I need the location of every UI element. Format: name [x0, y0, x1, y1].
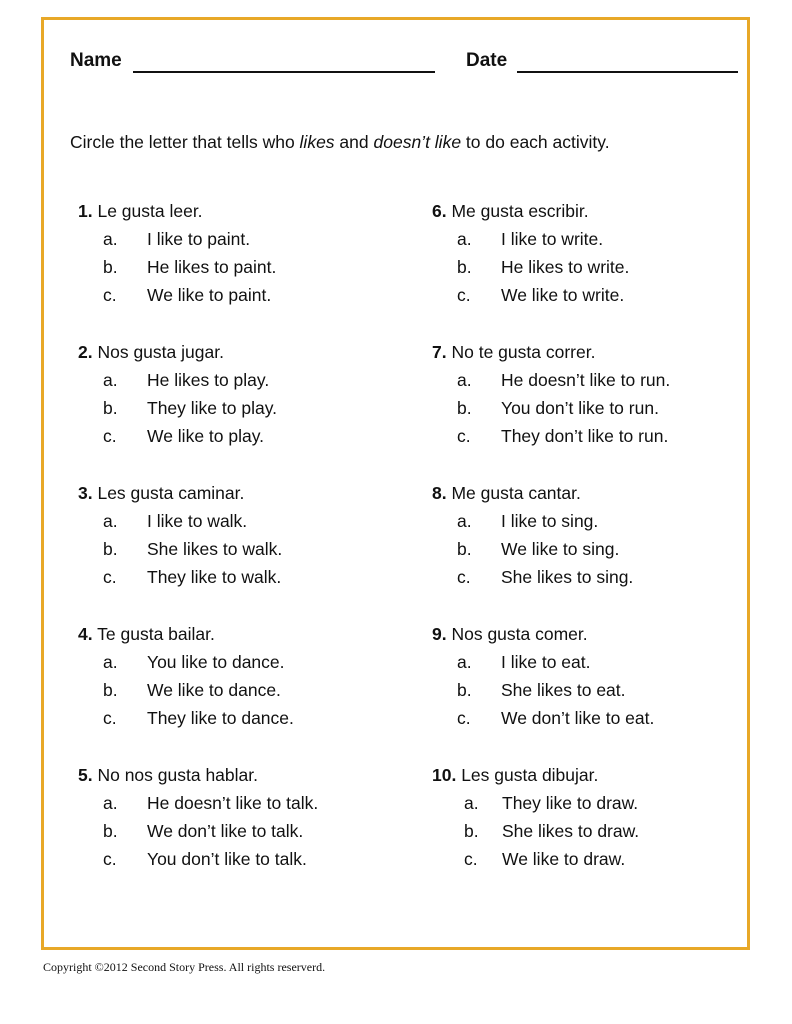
answer-option-a[interactable]: [432, 225, 750, 253]
option-text: She likes to eat.: [501, 680, 626, 700]
question-prompt: [432, 338, 750, 366]
answer-option-b[interactable]: [432, 394, 750, 422]
date-label: Date: [466, 50, 508, 71]
question-text: Te gusta bailar.: [92, 624, 215, 644]
answer-option-a[interactable]: [78, 507, 408, 535]
answer-option-a[interactable]: [432, 648, 750, 676]
question-6: [432, 197, 750, 338]
option-text: We like to draw.: [502, 849, 626, 869]
answer-option-c[interactable]: [78, 563, 408, 591]
option-letter: a.: [457, 511, 472, 531]
option-text: I like to sing.: [501, 511, 599, 531]
option-text: He doesn’t like to run.: [501, 370, 671, 390]
question-prompt: [432, 761, 750, 789]
answer-option-c[interactable]: [78, 281, 408, 309]
option-text: He likes to play.: [147, 370, 270, 390]
answer-option-a[interactable]: [78, 789, 408, 817]
option-text: She likes to sing.: [501, 567, 634, 587]
option-letter: a.: [464, 793, 479, 813]
option-letter: a.: [457, 229, 472, 249]
question-number: 3.: [78, 483, 93, 503]
option-letter: a.: [103, 370, 118, 390]
option-letter: b.: [103, 257, 118, 277]
question-prompt: [432, 197, 750, 225]
question-5: [78, 761, 408, 902]
name-line: [133, 71, 435, 73]
option-text: I like to walk.: [147, 511, 248, 531]
answer-option-b[interactable]: [78, 676, 408, 704]
answer-option-b[interactable]: [432, 676, 750, 704]
option-letter: a.: [457, 370, 472, 390]
option-text: We like to paint.: [147, 285, 272, 305]
option-text: We don’t like to talk.: [147, 821, 304, 841]
option-letter: c.: [103, 426, 117, 446]
header-row: [70, 50, 750, 80]
answer-option-c[interactable]: [78, 704, 408, 732]
option-letter: a.: [103, 652, 118, 672]
question-2: [78, 338, 408, 479]
question-number: 5.: [78, 765, 93, 785]
option-text: We like to play.: [147, 426, 265, 446]
question-text: Nos gusta comer.: [446, 624, 588, 644]
question-prompt: [432, 620, 750, 648]
question-text: Me gusta escribir.: [446, 201, 589, 221]
option-letter: b.: [103, 821, 118, 841]
answer-option-a[interactable]: [78, 648, 408, 676]
answer-option-b[interactable]: [432, 253, 750, 281]
question-text: No te gusta correr.: [446, 342, 596, 362]
question-1: [78, 197, 408, 338]
option-text: I like to write.: [501, 229, 604, 249]
question-text: Me gusta cantar.: [446, 483, 581, 503]
answer-option-a[interactable]: [78, 225, 408, 253]
option-letter: c.: [457, 285, 471, 305]
option-text: We don’t like to eat.: [501, 708, 655, 728]
option-letter: c.: [457, 708, 471, 728]
option-text: You don’t like to talk.: [147, 849, 307, 869]
option-letter: c.: [457, 567, 471, 587]
question-10: [432, 761, 750, 902]
question-number: 9.: [432, 624, 447, 644]
option-text: We like to dance.: [147, 680, 281, 700]
answer-option-b[interactable]: [432, 817, 750, 845]
option-letter: c.: [103, 708, 117, 728]
option-text: She likes to draw.: [502, 821, 640, 841]
question-number: 7.: [432, 342, 447, 362]
questions-right-column: [432, 197, 750, 902]
question-prompt: [78, 761, 408, 789]
answer-option-c[interactable]: [432, 281, 750, 309]
answer-option-b[interactable]: [78, 394, 408, 422]
question-7: [432, 338, 750, 479]
question-prompt: [78, 197, 408, 225]
option-text: You don’t like to run.: [501, 398, 659, 418]
option-text: You like to dance.: [147, 652, 285, 672]
instructions-part3: to do each activity.: [461, 132, 610, 152]
name-label: Name: [70, 50, 122, 71]
option-text: He doesn’t like to talk.: [147, 793, 319, 813]
option-letter: c.: [457, 426, 471, 446]
answer-option-c[interactable]: [432, 563, 750, 591]
option-letter: b.: [457, 398, 472, 418]
option-letter: c.: [103, 567, 117, 587]
question-text: Les gusta dibujar.: [456, 765, 599, 785]
instructions-part1: Circle the letter that tells who: [70, 132, 300, 152]
option-letter: a.: [103, 229, 118, 249]
option-text: He likes to paint.: [147, 257, 277, 277]
option-letter: a.: [103, 793, 118, 813]
option-letter: b.: [457, 680, 472, 700]
option-text: She likes to walk.: [147, 539, 283, 559]
answer-option-a[interactable]: [432, 789, 750, 817]
option-letter: b.: [103, 680, 118, 700]
questions-left-column: [78, 197, 408, 902]
option-letter: c.: [103, 849, 117, 869]
question-number: 4.: [78, 624, 93, 644]
question-number: 1.: [78, 201, 93, 221]
answer-option-c[interactable]: [78, 422, 408, 450]
question-prompt: [78, 620, 408, 648]
answer-option-c[interactable]: [432, 845, 750, 873]
question-text: Les gusta caminar.: [92, 483, 245, 503]
answer-option-b[interactable]: [432, 535, 750, 563]
question-4: [78, 620, 408, 761]
answer-option-b[interactable]: [78, 253, 408, 281]
option-text: I like to paint.: [147, 229, 251, 249]
copyright-footer: Copyright ©2012 Second Story Press. All rights reserverd.: [43, 960, 326, 974]
question-text: No nos gusta hablar.: [92, 765, 258, 785]
answer-option-b[interactable]: [78, 817, 408, 845]
question-prompt: [432, 479, 750, 507]
question-text: Nos gusta jugar.: [92, 342, 224, 362]
question-text: Le gusta leer.: [92, 201, 203, 221]
answer-option-a[interactable]: [432, 507, 750, 535]
option-text: They like to play.: [147, 398, 278, 418]
question-number: 2.: [78, 342, 93, 362]
question-number: 10.: [432, 765, 457, 785]
option-letter: a.: [457, 652, 472, 672]
answer-option-b[interactable]: [78, 535, 408, 563]
option-letter: c.: [464, 849, 478, 869]
option-letter: b.: [103, 539, 118, 559]
instructions-likes: likes: [299, 132, 335, 152]
question-9: [432, 620, 750, 761]
question-number: 8.: [432, 483, 447, 503]
option-text: They like to walk.: [147, 567, 282, 587]
option-text: We like to write.: [501, 285, 625, 305]
question-prompt: [78, 338, 408, 366]
question-prompt: [78, 479, 408, 507]
option-text: I like to eat.: [501, 652, 591, 672]
date-line: [517, 71, 738, 73]
instructions-part2: and: [334, 132, 374, 152]
option-text: We like to sing.: [501, 539, 620, 559]
option-text: They like to dance.: [147, 708, 294, 728]
answer-option-c[interactable]: [432, 422, 750, 450]
option-letter: b.: [103, 398, 118, 418]
answer-option-a[interactable]: [78, 366, 408, 394]
question-number: 6.: [432, 201, 447, 221]
option-letter: c.: [103, 285, 117, 305]
option-letter: b.: [457, 539, 472, 559]
option-text: He likes to write.: [501, 257, 630, 277]
question-3: [78, 479, 408, 620]
answer-option-c[interactable]: [432, 704, 750, 732]
answer-option-a[interactable]: [432, 366, 750, 394]
instructions-doesnt-like: doesn’t like: [373, 132, 462, 152]
option-letter: a.: [103, 511, 118, 531]
instructions: [70, 132, 750, 153]
question-8: [432, 479, 750, 620]
option-text: They like to draw.: [502, 793, 639, 813]
answer-option-c[interactable]: [78, 845, 408, 873]
option-letter: b.: [457, 257, 472, 277]
option-text: They don’t like to run.: [501, 426, 669, 446]
option-letter: b.: [464, 821, 479, 841]
